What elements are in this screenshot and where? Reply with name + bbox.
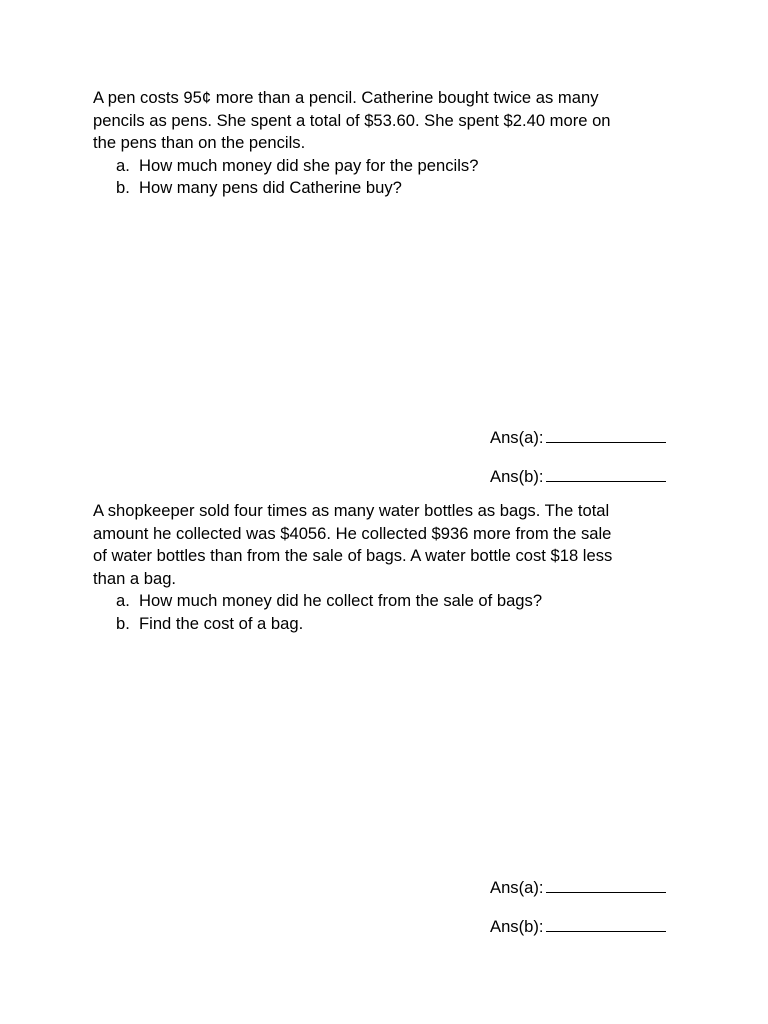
- answer-label: Ans(a):: [490, 878, 544, 897]
- problem-2-stem: [93, 500, 673, 590]
- problem-2-questions: [93, 590, 673, 635]
- problem-2: [93, 500, 673, 635]
- answer-blank[interactable]: [546, 876, 666, 893]
- answer-line: [490, 876, 666, 898]
- answer-label: Ans(a):: [490, 428, 544, 447]
- stem-line: of water bottles than from the sale of bags. A water bottle cost $18 less: [93, 546, 613, 565]
- problem-1: [93, 87, 673, 200]
- stem-line: pencils as pens. She spent a total of $53.60. She spent $2.40 more on: [93, 110, 611, 130]
- question-text: Find the cost of a bag.: [139, 613, 304, 633]
- problem-1-questions: [93, 155, 673, 200]
- answer-blank[interactable]: [546, 915, 666, 932]
- answer-line: [490, 465, 666, 487]
- stem-line: than a bag.: [93, 568, 177, 588]
- answer-line: [490, 915, 666, 937]
- question-text: How many pens did Catherine buy?: [139, 178, 402, 197]
- question-item: [93, 613, 673, 636]
- stem-line: A pen costs 95¢ more than a pencil. Catherine bought twice as many: [93, 88, 599, 107]
- question-item: [93, 590, 673, 613]
- problem-1-stem: [93, 87, 673, 155]
- answer-line: [490, 426, 666, 448]
- question-text: How much money did she pay for the pencils?: [139, 155, 479, 175]
- answer-blank[interactable]: [546, 426, 666, 443]
- question-text: How much money did he collect from the sale of bags?: [139, 591, 543, 610]
- answer-label: Ans(b):: [490, 917, 544, 936]
- stem-line: amount he collected was $4056. He collected $936 more from the sale: [93, 523, 612, 543]
- question-marker: b.: [116, 178, 130, 197]
- question-marker: a.: [116, 591, 130, 610]
- answer-label: Ans(b):: [490, 467, 544, 486]
- question-item: [93, 155, 673, 178]
- stem-line: the pens than on the pencils.: [93, 133, 306, 152]
- stem-line: A shopkeeper sold four times as many water bottles as bags. The total: [93, 501, 610, 520]
- question-item: [93, 177, 673, 200]
- question-marker: b.: [116, 613, 130, 633]
- question-marker: a.: [116, 155, 130, 175]
- answer-blank[interactable]: [546, 465, 666, 482]
